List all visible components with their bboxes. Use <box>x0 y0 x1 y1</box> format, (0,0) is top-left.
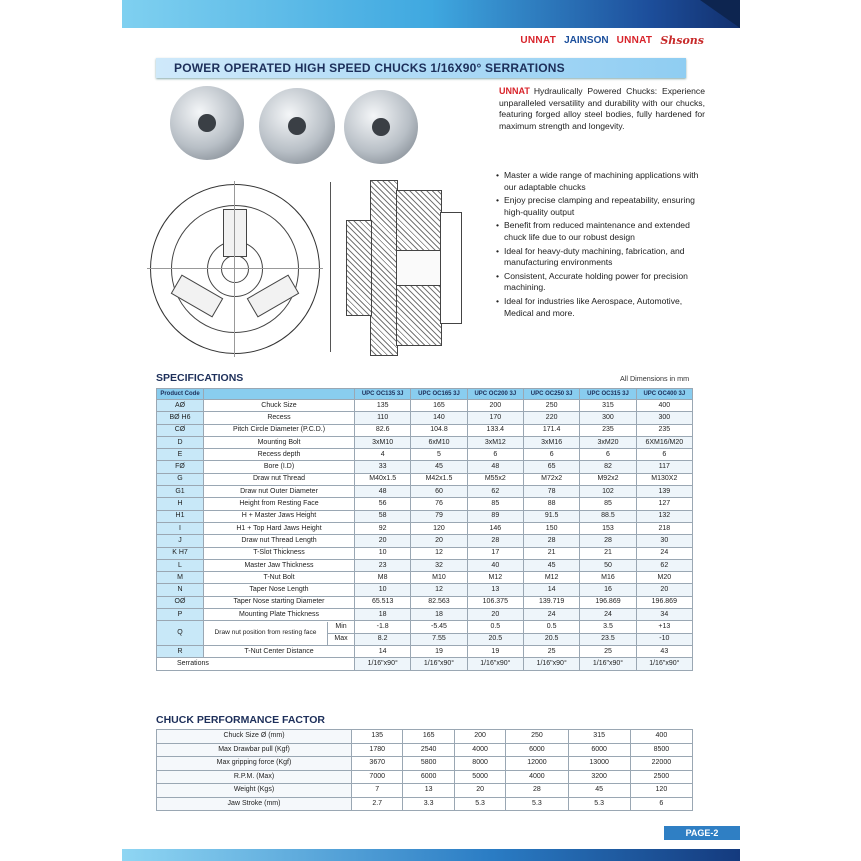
perf-value: 28 <box>506 784 568 798</box>
spec-value: 78 <box>523 486 579 498</box>
product-description <box>499 86 705 132</box>
spec-value: 91.5 <box>523 510 579 522</box>
perf-value: 2.7 <box>352 797 403 811</box>
spec-code: H <box>157 498 204 510</box>
spec-code: OØ <box>157 596 204 608</box>
spec-value: 20 <box>355 535 411 547</box>
perf-value: 135 <box>352 730 403 744</box>
spec-value: 315 <box>580 400 636 412</box>
perf-value: 4000 <box>506 770 568 784</box>
perf-value: 3670 <box>352 757 403 771</box>
spec-code: N <box>157 584 204 596</box>
spec-value: 132 <box>636 510 692 522</box>
spec-value: 48 <box>467 461 523 473</box>
spec-value: M12 <box>523 572 579 584</box>
spec-value: 88.5 <box>580 510 636 522</box>
table-row <box>157 559 693 571</box>
spec-value: 82.563 <box>411 596 467 608</box>
spec-value: -10 <box>636 633 692 645</box>
spec-code: FØ <box>157 461 204 473</box>
table-row <box>157 486 693 498</box>
chuck-photo-2 <box>259 88 335 164</box>
spec-code: H1 <box>157 510 204 522</box>
page-title: POWER OPERATED HIGH SPEED CHUCKS 1/16X90° SERRATIONS <box>174 61 565 75</box>
spec-value: 196.869 <box>636 596 692 608</box>
spec-value: 89 <box>467 510 523 522</box>
spec-code: M <box>157 572 204 584</box>
spec-value: 220 <box>523 412 579 424</box>
perf-value: 3.3 <box>403 797 454 811</box>
spec-value: M20 <box>636 572 692 584</box>
table-row <box>157 658 693 670</box>
spec-value: 6 <box>523 449 579 461</box>
spec-name: Draw nut Thread <box>204 473 355 485</box>
spec-code: Q <box>157 621 204 646</box>
spec-code: K H7 <box>157 547 204 559</box>
logo-shsons: Shsons <box>660 34 704 47</box>
spec-value: 200 <box>467 400 523 412</box>
perf-value: 45 <box>568 784 630 798</box>
spec-value: 104.8 <box>411 424 467 436</box>
table-row <box>157 461 693 473</box>
table-row <box>157 436 693 448</box>
spec-value: 1/16"x90° <box>467 658 523 670</box>
perf-value: 3200 <box>568 770 630 784</box>
perf-value: 6000 <box>403 770 454 784</box>
performance-title: CHUCK PERFORMANCE FACTOR <box>156 714 325 726</box>
spec-value: 28 <box>523 535 579 547</box>
table-row <box>157 609 693 621</box>
model-header: UPC OC400 3J <box>636 389 692 400</box>
spec-value: 32 <box>411 559 467 571</box>
perf-value: 120 <box>630 784 692 798</box>
spec-value: 140 <box>411 412 467 424</box>
spec-value: 20.5 <box>467 633 523 645</box>
spec-name: Taper Nose Length <box>204 584 355 596</box>
spec-value: 102 <box>580 486 636 498</box>
perf-value: 5000 <box>454 770 505 784</box>
perf-value: 315 <box>568 730 630 744</box>
spec-value: 18 <box>355 609 411 621</box>
spec-value: 135 <box>355 400 411 412</box>
spec-value: 7.55 <box>411 633 467 645</box>
spec-value: 400 <box>636 400 692 412</box>
spec-name: Master Jaw Thickness <box>204 559 355 571</box>
table-row <box>157 645 693 657</box>
spec-value: 14 <box>523 584 579 596</box>
spec-value: -5.45 <box>411 621 467 633</box>
table-row <box>157 547 693 559</box>
spec-name: T-Nut Bolt <box>204 572 355 584</box>
spec-value: 58 <box>355 510 411 522</box>
spec-value: 60 <box>411 486 467 498</box>
spec-value: 18 <box>411 609 467 621</box>
spec-value: 0.5 <box>523 621 579 633</box>
perf-name: Weight (Kgs) <box>157 784 352 798</box>
spec-value: 1/16"x90° <box>355 658 411 670</box>
spec-value: 56 <box>355 498 411 510</box>
table-row <box>157 498 693 510</box>
spec-name: Chuck Size <box>204 400 355 412</box>
spec-value: 62 <box>636 559 692 571</box>
spec-value: 218 <box>636 522 692 534</box>
spec-value: 10 <box>355 584 411 596</box>
spec-code: I <box>157 522 204 534</box>
spec-value: 1/16"x90° <box>411 658 467 670</box>
spec-code: L <box>157 559 204 571</box>
spec-value: 23 <box>355 559 411 571</box>
perf-name: Max Drawbar pull (Kgf) <box>157 743 352 757</box>
spec-value: 45 <box>523 559 579 571</box>
spec-value: 3.5 <box>580 621 636 633</box>
spec-value: 139.719 <box>523 596 579 608</box>
table-row <box>157 770 693 784</box>
perf-value: 4000 <box>454 743 505 757</box>
spec-value: 133.4 <box>467 424 523 436</box>
spec-value: 20 <box>467 609 523 621</box>
spec-value: 24 <box>636 547 692 559</box>
spec-name: T-Slot Thickness <box>204 547 355 559</box>
model-header: UPC OC200 3J <box>467 389 523 400</box>
table-row <box>157 522 693 534</box>
spec-code: CØ <box>157 424 204 436</box>
spec-value: 25 <box>523 645 579 657</box>
performance-table <box>156 729 693 811</box>
drawnut-label: Draw nut position from resting face <box>204 622 328 645</box>
table-row <box>157 473 693 485</box>
spec-value: 106.375 <box>467 596 523 608</box>
spec-value: M8 <box>355 572 411 584</box>
table-row <box>157 621 693 633</box>
table-row <box>157 400 693 412</box>
perf-value: 400 <box>630 730 692 744</box>
spec-value: 20.5 <box>523 633 579 645</box>
spec-value: 300 <box>580 412 636 424</box>
spec-value: 85 <box>580 498 636 510</box>
spec-value: 1/16"x90° <box>580 658 636 670</box>
spec-value: 170 <box>467 412 523 424</box>
perf-name: Max gripping force (Kgf) <box>157 757 352 771</box>
spec-value: 150 <box>523 522 579 534</box>
spec-value: 21 <box>523 547 579 559</box>
perf-value: 8500 <box>630 743 692 757</box>
blank-header <box>204 389 355 400</box>
perf-value: 1780 <box>352 743 403 757</box>
spec-value: 19 <box>467 645 523 657</box>
spec-code: R <box>157 645 204 657</box>
chuck-photo-1 <box>170 86 244 160</box>
spec-value: 20 <box>636 584 692 596</box>
spec-value: 79 <box>411 510 467 522</box>
spec-value: 153 <box>580 522 636 534</box>
spec-name: Bore (I.D) <box>204 461 355 473</box>
table-row <box>157 584 693 596</box>
table-row <box>157 449 693 461</box>
spec-value: 28 <box>580 535 636 547</box>
table-row <box>157 757 693 771</box>
spec-value: M42x1.5 <box>411 473 467 485</box>
spec-value: 65.513 <box>355 596 411 608</box>
spec-value: 92 <box>355 522 411 534</box>
spec-value: 40 <box>467 559 523 571</box>
spec-value: 1/16"x90° <box>636 658 692 670</box>
perf-value: 13 <box>403 784 454 798</box>
spec-value: 23.5 <box>580 633 636 645</box>
perf-value: 7000 <box>352 770 403 784</box>
spec-value: M12 <box>467 572 523 584</box>
feature-item: • Consistent, Accurate holding power for precision machining. <box>496 271 708 294</box>
perf-value: 5.3 <box>454 797 505 811</box>
table-row <box>157 412 693 424</box>
spec-value: 10 <box>355 547 411 559</box>
spec-value: 19 <box>411 645 467 657</box>
spec-code: BØ H6 <box>157 412 204 424</box>
spec-name: Recess <box>204 412 355 424</box>
spec-value: 139 <box>636 486 692 498</box>
spec-name: Height from Resting Face <box>204 498 355 510</box>
spec-value: 48 <box>355 486 411 498</box>
model-header: UPC OC315 3J <box>580 389 636 400</box>
chuck-section-drawing <box>330 172 480 362</box>
spec-value: 43 <box>636 645 692 657</box>
spec-name: Pitch Circle Diameter (P.C.D.) <box>204 424 355 436</box>
table-row <box>157 743 693 757</box>
spec-value: 6XM16/M20 <box>636 436 692 448</box>
spec-value: M10 <box>411 572 467 584</box>
spec-value: 6 <box>467 449 523 461</box>
spec-value: 127 <box>636 498 692 510</box>
perf-value: 5.3 <box>568 797 630 811</box>
spec-value: 85 <box>467 498 523 510</box>
spec-value: M92x2 <box>580 473 636 485</box>
spec-value: 12 <box>411 547 467 559</box>
spec-value: 20 <box>411 535 467 547</box>
spec-value: 171.4 <box>523 424 579 436</box>
perf-value: 12000 <box>506 757 568 771</box>
spec-value: 25 <box>580 645 636 657</box>
perf-value: 13000 <box>568 757 630 771</box>
perf-name: Chuck Size Ø (mm) <box>157 730 352 744</box>
spec-value: 50 <box>580 559 636 571</box>
unnat-brand-mark: UNNAT <box>499 86 530 96</box>
spec-name: Taper Nose starting Diameter <box>204 596 355 608</box>
table-row <box>157 797 693 811</box>
spec-value: 235 <box>580 424 636 436</box>
spec-code: J <box>157 535 204 547</box>
spec-value: 235 <box>636 424 692 436</box>
spec-code: D <box>157 436 204 448</box>
specifications-table <box>156 388 693 671</box>
model-header: UPC OC250 3J <box>523 389 579 400</box>
spec-code: AØ <box>157 400 204 412</box>
spec-value: 6xM10 <box>411 436 467 448</box>
spec-value: M130X2 <box>636 473 692 485</box>
logo-jainson: JAINSON <box>564 35 609 46</box>
min-label: Min <box>328 622 354 634</box>
feature-item: • Ideal for heavy-duty machining, fabrication, and manufacturing environments <box>496 246 708 269</box>
spec-name: H1 + Top Hard Jaws Height <box>204 522 355 534</box>
spec-value: -1.8 <box>355 621 411 633</box>
spec-value: 16 <box>580 584 636 596</box>
table-row <box>157 784 693 798</box>
perf-value: 250 <box>506 730 568 744</box>
dimensions-note: All Dimensions in mm <box>620 374 690 383</box>
spec-value: 14 <box>355 645 411 657</box>
spec-value: 8.2 <box>355 633 411 645</box>
table-row <box>157 596 693 608</box>
feature-item: • Benefit from reduced maintenance and extended chuck life due to our robust design <box>496 220 708 243</box>
drawnut-name-cell <box>204 621 355 646</box>
perf-name: R.P.M. (Max) <box>157 770 352 784</box>
feature-item: • Master a wide range of machining applications with our adaptable chucks <box>496 170 708 193</box>
perf-value: 22000 <box>630 757 692 771</box>
page-number-tag: PAGE-2 <box>664 826 740 840</box>
spec-value: M55x2 <box>467 473 523 485</box>
spec-name: Draw nut Outer Diameter <box>204 486 355 498</box>
spec-value: 34 <box>636 609 692 621</box>
chuck-photo-3 <box>344 90 418 164</box>
feature-item: • Ideal for industries like Aerospace, Automotive, Medical and more. <box>496 296 708 319</box>
spec-value: +13 <box>636 621 692 633</box>
perf-name: Jaw Stroke (mm) <box>157 797 352 811</box>
spec-value: 146 <box>467 522 523 534</box>
spec-value: 12 <box>411 584 467 596</box>
spec-value: 82 <box>580 461 636 473</box>
product-code-header: Product Code <box>157 389 204 400</box>
spec-value: 5 <box>411 449 467 461</box>
feature-item: • Enjoy precise clamping and repeatability, ensuring high-quality output <box>496 195 708 218</box>
spec-value: 196.869 <box>580 596 636 608</box>
perf-value: 2500 <box>630 770 692 784</box>
spec-value: 3xM20 <box>580 436 636 448</box>
spec-value: 65 <box>523 461 579 473</box>
catalog-page <box>122 0 740 861</box>
table-row <box>157 424 693 436</box>
table-row <box>157 572 693 584</box>
table-row <box>157 535 693 547</box>
spec-value: 250 <box>523 400 579 412</box>
model-header: UPC OC165 3J <box>411 389 467 400</box>
spec-value: 88 <box>523 498 579 510</box>
spec-value: 120 <box>411 522 467 534</box>
spec-value: 62 <box>467 486 523 498</box>
perf-value: 165 <box>403 730 454 744</box>
perf-value: 6 <box>630 797 692 811</box>
spec-value: 6 <box>636 449 692 461</box>
max-label: Max <box>334 635 348 643</box>
spec-name: Recess depth <box>204 449 355 461</box>
spec-value: 30 <box>636 535 692 547</box>
spec-value: 117 <box>636 461 692 473</box>
perf-value: 7 <box>352 784 403 798</box>
feature-list <box>496 170 708 321</box>
spec-value: 24 <box>580 609 636 621</box>
table-row <box>157 510 693 522</box>
spec-name: Draw nut Thread Length <box>204 535 355 547</box>
perf-value: 200 <box>454 730 505 744</box>
spec-value: 82.6 <box>355 424 411 436</box>
spec-value: M72x2 <box>523 473 579 485</box>
spec-name: Mounting Bolt <box>204 436 355 448</box>
header-band <box>122 0 740 28</box>
spec-name: Mounting Plate Thickness <box>204 609 355 621</box>
description-text: Hydraulically Powered Chucks: Experience unparalleled versatility and durability with our chucks, featuring forged alloy steel bodies, fully hardened for maximum strength and longevity. <box>499 86 705 131</box>
spec-value: 3xM12 <box>467 436 523 448</box>
spec-value: 13 <box>467 584 523 596</box>
logo-unnat: UNNAT <box>520 35 557 46</box>
specifications-title: SPECIFICATIONS <box>156 372 244 384</box>
spec-value: 3xM10 <box>355 436 411 448</box>
spec-code: E <box>157 449 204 461</box>
logo-unnat-power: UNNAT <box>616 35 653 46</box>
perf-value: 5.3 <box>506 797 568 811</box>
chuck-front-view-drawing <box>150 184 320 354</box>
spec-value: 4 <box>355 449 411 461</box>
spec-value: 6 <box>580 449 636 461</box>
footer-band <box>122 849 740 861</box>
spec-code: P <box>157 609 204 621</box>
spec-value: 45 <box>411 461 467 473</box>
perf-value: 5800 <box>403 757 454 771</box>
spec-value: 76 <box>411 498 467 510</box>
brand-logos <box>520 34 704 47</box>
spec-value: M40x1.5 <box>355 473 411 485</box>
spec-name: T-Nut Center Distance <box>204 645 355 657</box>
spec-code: G1 <box>157 486 204 498</box>
perf-value: 8000 <box>454 757 505 771</box>
perf-value: 2540 <box>403 743 454 757</box>
spec-value: 165 <box>411 400 467 412</box>
spec-value: 17 <box>467 547 523 559</box>
spec-value: 24 <box>523 609 579 621</box>
spec-value: 110 <box>355 412 411 424</box>
spec-value: 3xM16 <box>523 436 579 448</box>
title-bar <box>156 58 686 78</box>
spec-value: 28 <box>467 535 523 547</box>
spec-value: 33 <box>355 461 411 473</box>
spec-value: M16 <box>580 572 636 584</box>
spec-value: 300 <box>636 412 692 424</box>
perf-value: 6000 <box>506 743 568 757</box>
spec-value: 21 <box>580 547 636 559</box>
perf-value: 20 <box>454 784 505 798</box>
table-row <box>157 730 693 744</box>
perf-value: 6000 <box>568 743 630 757</box>
spec-name: Serrations <box>157 658 355 670</box>
model-header: UPC OC135 3J <box>355 389 411 400</box>
spec-code: G <box>157 473 204 485</box>
spec-name: H + Master Jaws Height <box>204 510 355 522</box>
spec-value: 1/16"x90° <box>523 658 579 670</box>
spec-value: 0.5 <box>467 621 523 633</box>
